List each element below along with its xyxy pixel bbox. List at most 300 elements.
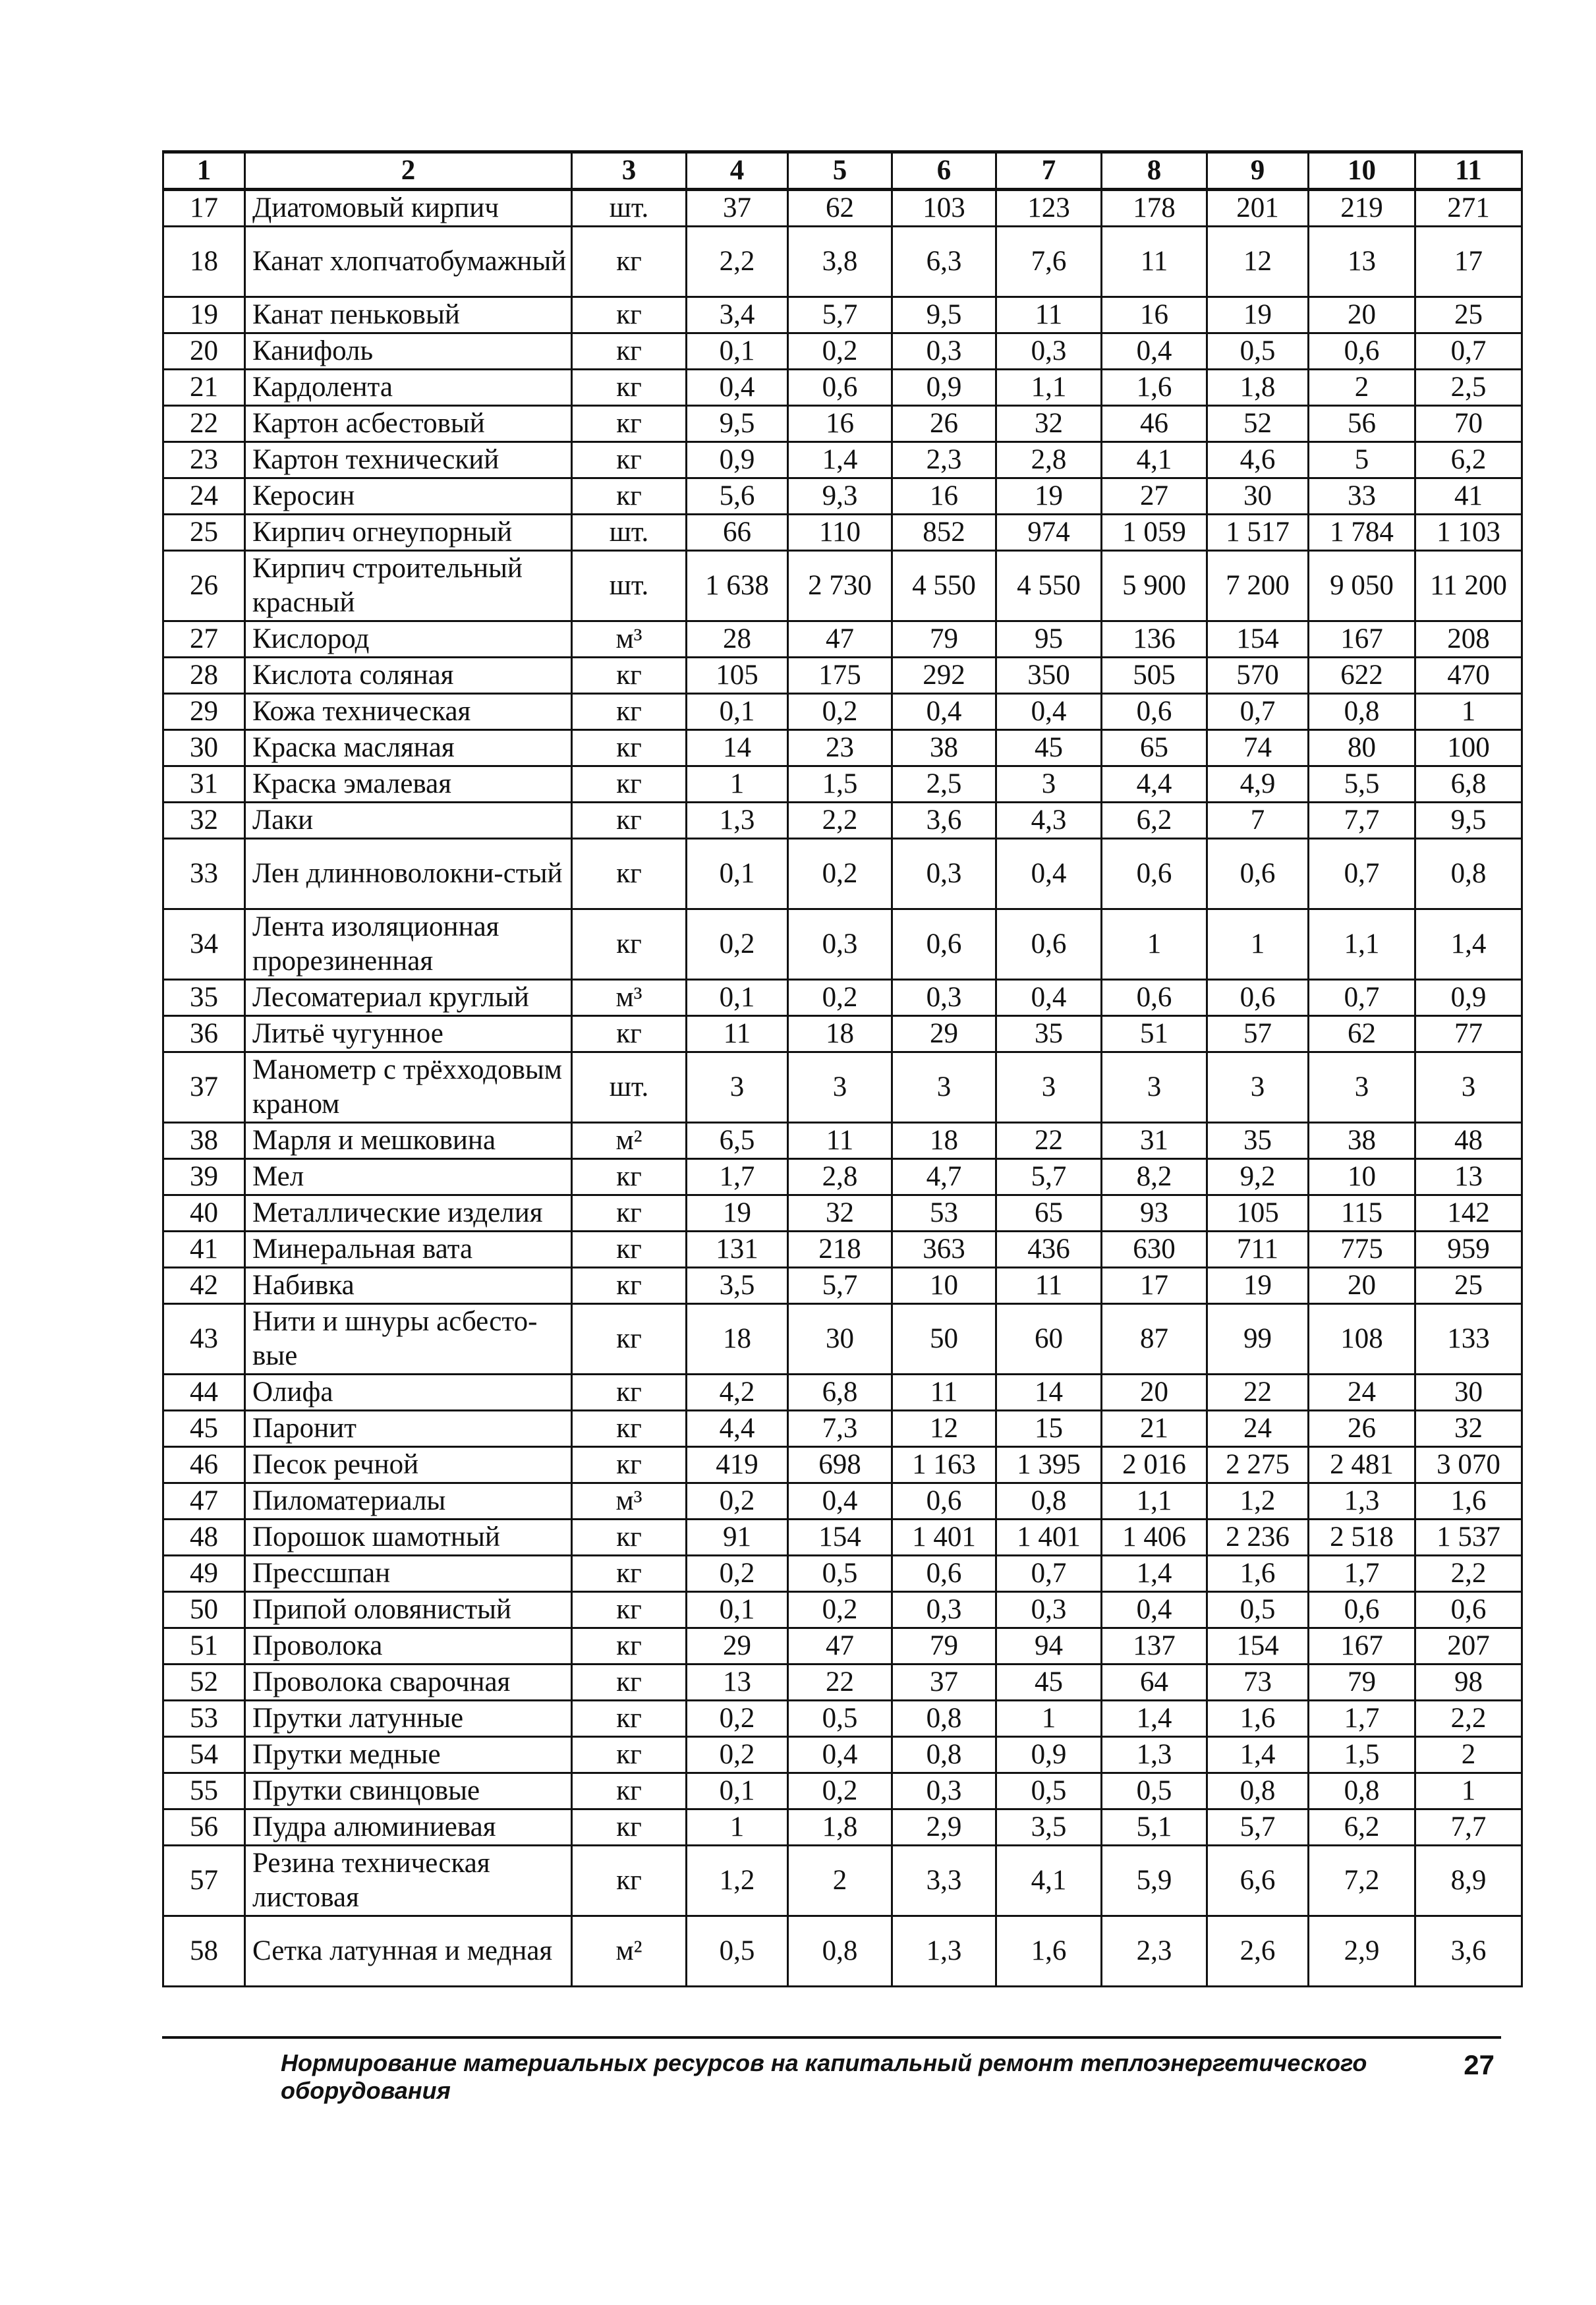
column-header: 4 <box>687 152 788 190</box>
value-cell: 622 <box>1309 658 1415 694</box>
value-cell: 1,1 <box>1102 1483 1207 1520</box>
row-number: 37 <box>163 1052 245 1123</box>
row-number: 43 <box>163 1304 245 1375</box>
value-cell: 9,5 <box>687 406 788 442</box>
value-cell: 0,2 <box>687 1556 788 1592</box>
value-cell: 974 <box>996 515 1102 551</box>
value-cell: 3 <box>1415 1052 1522 1123</box>
value-cell: 1,7 <box>1309 1556 1415 1592</box>
value-cell: 1 <box>1207 909 1309 980</box>
row-number: 55 <box>163 1773 245 1809</box>
table-row <box>163 1447 1522 1483</box>
table-row <box>163 980 1522 1016</box>
row-number: 32 <box>163 803 245 839</box>
value-cell: 1 517 <box>1207 515 1309 551</box>
value-cell: 0,7 <box>1415 333 1522 370</box>
value-cell: 0,6 <box>788 370 892 406</box>
column-header: 7 <box>996 152 1102 190</box>
value-cell: 133 <box>1415 1304 1522 1375</box>
value-cell: 73 <box>1207 1665 1309 1701</box>
value-cell: 0,8 <box>1415 839 1522 909</box>
value-cell: 28 <box>687 621 788 658</box>
material-name: Лен длинноволокни-стый <box>245 839 572 909</box>
value-cell: 12 <box>892 1411 996 1447</box>
value-cell: 0,8 <box>1207 1773 1309 1809</box>
unit-cell: кг <box>572 227 687 297</box>
value-cell: 15 <box>996 1411 1102 1447</box>
unit-cell: кг <box>572 1737 687 1773</box>
value-cell: 0,4 <box>687 370 788 406</box>
value-cell: 3 <box>892 1052 996 1123</box>
value-cell: 16 <box>892 478 996 515</box>
material-name: Набивка <box>245 1268 572 1304</box>
unit-cell: кг <box>572 442 687 478</box>
value-cell: 2,2 <box>1415 1701 1522 1737</box>
value-cell: 11 200 <box>1415 551 1522 621</box>
unit-cell: кг <box>572 1447 687 1483</box>
value-cell: 11 <box>788 1123 892 1159</box>
value-cell: 0,3 <box>892 839 996 909</box>
value-cell: 1,5 <box>1309 1737 1415 1773</box>
row-number: 24 <box>163 478 245 515</box>
value-cell: 4,1 <box>1102 442 1207 478</box>
value-cell: 18 <box>687 1304 788 1375</box>
row-number: 46 <box>163 1447 245 1483</box>
value-cell: 16 <box>788 406 892 442</box>
value-cell: 3 <box>687 1052 788 1123</box>
value-cell: 154 <box>1207 621 1309 658</box>
table-row <box>163 1195 1522 1232</box>
value-cell: 0,5 <box>996 1773 1102 1809</box>
value-cell: 218 <box>788 1232 892 1268</box>
value-cell: 65 <box>1102 730 1207 766</box>
material-name: Прутки медные <box>245 1737 572 1773</box>
value-cell: 0,6 <box>1415 1592 1522 1628</box>
value-cell: 0,8 <box>1309 1773 1415 1809</box>
value-cell: 47 <box>788 621 892 658</box>
value-cell: 35 <box>996 1016 1102 1052</box>
material-name: Лента изоляционная прорезиненная <box>245 909 572 980</box>
value-cell: 26 <box>892 406 996 442</box>
value-cell: 0,2 <box>788 1773 892 1809</box>
material-name: Керосин <box>245 478 572 515</box>
material-name: Литьё чугунное <box>245 1016 572 1052</box>
value-cell: 3,8 <box>788 227 892 297</box>
table-row <box>163 1665 1522 1701</box>
value-cell: 26 <box>1309 1411 1415 1447</box>
value-cell: 0,2 <box>788 839 892 909</box>
value-cell: 0,3 <box>892 1773 996 1809</box>
value-cell: 0,6 <box>1207 980 1309 1016</box>
table-row <box>163 730 1522 766</box>
value-cell: 0,5 <box>1207 1592 1309 1628</box>
value-cell: 0,9 <box>687 442 788 478</box>
value-cell: 154 <box>788 1520 892 1556</box>
value-cell: 53 <box>892 1195 996 1232</box>
row-number: 51 <box>163 1628 245 1665</box>
value-cell: 10 <box>1309 1159 1415 1195</box>
row-number: 47 <box>163 1483 245 1520</box>
value-cell: 22 <box>1207 1375 1309 1411</box>
value-cell: 6,2 <box>1415 442 1522 478</box>
material-name: Кислота соляная <box>245 658 572 694</box>
material-name: Прессшпан <box>245 1556 572 1592</box>
row-number: 38 <box>163 1123 245 1159</box>
value-cell: 5,7 <box>788 297 892 333</box>
value-cell: 29 <box>892 1016 996 1052</box>
value-cell: 110 <box>788 515 892 551</box>
value-cell: 852 <box>892 515 996 551</box>
value-cell: 32 <box>1415 1411 1522 1447</box>
value-cell: 20 <box>1309 297 1415 333</box>
row-number: 50 <box>163 1592 245 1628</box>
material-name: Проволока сварочная <box>245 1665 572 1701</box>
table-row <box>163 442 1522 478</box>
value-cell: 14 <box>996 1375 1102 1411</box>
material-name: Нити и шнуры асбесто-вые <box>245 1304 572 1375</box>
row-number: 53 <box>163 1701 245 1737</box>
value-cell: 5,7 <box>996 1159 1102 1195</box>
value-cell: 178 <box>1102 190 1207 227</box>
value-cell: 8,2 <box>1102 1159 1207 1195</box>
value-cell: 711 <box>1207 1232 1309 1268</box>
value-cell: 105 <box>1207 1195 1309 1232</box>
unit-cell: кг <box>572 1304 687 1375</box>
material-name: Лесоматериал круглый <box>245 980 572 1016</box>
value-cell: 0,1 <box>687 694 788 730</box>
table-row <box>163 621 1522 658</box>
table-row <box>163 1809 1522 1846</box>
value-cell: 6,2 <box>1102 803 1207 839</box>
value-cell: 3 <box>996 766 1102 803</box>
value-cell: 115 <box>1309 1195 1415 1232</box>
value-cell: 6,3 <box>892 227 996 297</box>
value-cell: 630 <box>1102 1232 1207 1268</box>
value-cell: 22 <box>996 1123 1102 1159</box>
material-name: Пиломатериалы <box>245 1483 572 1520</box>
material-name: Диатомовый кирпич <box>245 190 572 227</box>
table-row <box>163 227 1522 297</box>
value-cell: 1,2 <box>1207 1483 1309 1520</box>
unit-cell: шт. <box>572 515 687 551</box>
value-cell: 37 <box>892 1665 996 1701</box>
value-cell: 79 <box>892 1628 996 1665</box>
value-cell: 9,2 <box>1207 1159 1309 1195</box>
value-cell: 31 <box>1102 1123 1207 1159</box>
unit-cell: кг <box>572 658 687 694</box>
material-name: Металлические изделия <box>245 1195 572 1232</box>
row-number: 40 <box>163 1195 245 1232</box>
footer-title: Нормирование материальных ресурсов на капитальный ремонт теплоэнергетического оборудования <box>281 2049 1367 2104</box>
value-cell: 5,1 <box>1102 1809 1207 1846</box>
value-cell: 6,5 <box>687 1123 788 1159</box>
row-number: 58 <box>163 1916 245 1987</box>
value-cell: 7,3 <box>788 1411 892 1447</box>
row-number: 49 <box>163 1556 245 1592</box>
row-number: 29 <box>163 694 245 730</box>
table-row <box>163 1016 1522 1052</box>
table-row <box>163 658 1522 694</box>
value-cell: 91 <box>687 1520 788 1556</box>
column-header: 1 <box>163 152 245 190</box>
value-cell: 0,1 <box>687 1773 788 1809</box>
value-cell: 2,8 <box>996 442 1102 478</box>
value-cell: 77 <box>1415 1016 1522 1052</box>
value-cell: 1 103 <box>1415 515 1522 551</box>
value-cell: 7,2 <box>1309 1846 1415 1916</box>
value-cell: 4,2 <box>687 1375 788 1411</box>
value-cell: 5,7 <box>788 1268 892 1304</box>
table-row <box>163 1123 1522 1159</box>
value-cell: 94 <box>996 1628 1102 1665</box>
column-header: 11 <box>1415 152 1522 190</box>
table-row <box>163 694 1522 730</box>
column-header: 9 <box>1207 152 1309 190</box>
value-cell: 201 <box>1207 190 1309 227</box>
value-cell: 11 <box>996 297 1102 333</box>
value-cell: 136 <box>1102 621 1207 658</box>
value-cell: 7 <box>1207 803 1309 839</box>
unit-cell: кг <box>572 1159 687 1195</box>
value-cell: 1,6 <box>1415 1483 1522 1520</box>
value-cell: 50 <box>892 1304 996 1375</box>
column-header: 3 <box>572 152 687 190</box>
material-name: Кирпич строительный красный <box>245 551 572 621</box>
value-cell: 2 <box>1309 370 1415 406</box>
value-cell: 32 <box>996 406 1102 442</box>
unit-cell: кг <box>572 1701 687 1737</box>
value-cell: 5,9 <box>1102 1846 1207 1916</box>
material-name: Краска масляная <box>245 730 572 766</box>
value-cell: 80 <box>1309 730 1415 766</box>
table-row <box>163 1483 1522 1520</box>
value-cell: 25 <box>1415 1268 1522 1304</box>
unit-cell: м³ <box>572 621 687 658</box>
value-cell: 3 <box>996 1052 1102 1123</box>
material-name: Пудра алюминиевая <box>245 1809 572 1846</box>
value-cell: 0,3 <box>996 1592 1102 1628</box>
value-cell: 2,3 <box>1102 1916 1207 1987</box>
value-cell: 79 <box>892 621 996 658</box>
table-row <box>163 1304 1522 1375</box>
value-cell: 11 <box>687 1016 788 1052</box>
material-name: Минеральная вата <box>245 1232 572 1268</box>
material-name: Краска эмалевая <box>245 766 572 803</box>
value-cell: 2 <box>1415 1737 1522 1773</box>
value-cell: 0,6 <box>996 909 1102 980</box>
row-number: 26 <box>163 551 245 621</box>
row-number: 21 <box>163 370 245 406</box>
unit-cell: кг <box>572 478 687 515</box>
value-cell: 154 <box>1207 1628 1309 1665</box>
value-cell: 0,8 <box>1309 694 1415 730</box>
value-cell: 6,8 <box>788 1375 892 1411</box>
unit-cell: кг <box>572 909 687 980</box>
value-cell: 0,4 <box>788 1737 892 1773</box>
row-number: 34 <box>163 909 245 980</box>
row-number: 31 <box>163 766 245 803</box>
row-number: 54 <box>163 1737 245 1773</box>
material-name: Сетка латунная и медная <box>245 1916 572 1987</box>
table-row <box>163 766 1522 803</box>
value-cell: 46 <box>1102 406 1207 442</box>
value-cell: 959 <box>1415 1232 1522 1268</box>
value-cell: 0,6 <box>1102 839 1207 909</box>
materials-table <box>162 150 1523 1987</box>
value-cell: 0,7 <box>1309 980 1415 1016</box>
value-cell: 19 <box>1207 297 1309 333</box>
value-cell: 27 <box>1102 478 1207 515</box>
value-cell: 65 <box>996 1195 1102 1232</box>
value-cell: 219 <box>1309 190 1415 227</box>
value-cell: 3,3 <box>892 1846 996 1916</box>
value-cell: 0,3 <box>892 1592 996 1628</box>
value-cell: 18 <box>892 1123 996 1159</box>
value-cell: 0,4 <box>996 694 1102 730</box>
value-cell: 11 <box>996 1268 1102 1304</box>
value-cell: 74 <box>1207 730 1309 766</box>
unit-cell: кг <box>572 694 687 730</box>
value-cell: 0,4 <box>1102 333 1207 370</box>
unit-cell: шт. <box>572 551 687 621</box>
column-header: 2 <box>245 152 572 190</box>
unit-cell: кг <box>572 370 687 406</box>
value-cell: 1 <box>996 1701 1102 1737</box>
value-cell: 0,5 <box>788 1701 892 1737</box>
value-cell: 2 275 <box>1207 1447 1309 1483</box>
value-cell: 3,5 <box>687 1268 788 1304</box>
value-cell: 0,4 <box>892 694 996 730</box>
value-cell: 208 <box>1415 621 1522 658</box>
value-cell: 207 <box>1415 1628 1522 1665</box>
table-row <box>163 551 1522 621</box>
value-cell: 18 <box>788 1016 892 1052</box>
table-row <box>163 803 1522 839</box>
value-cell: 1,8 <box>788 1809 892 1846</box>
value-cell: 2,2 <box>1415 1556 1522 1592</box>
value-cell: 57 <box>1207 1016 1309 1052</box>
material-name: Прутки свинцовые <box>245 1773 572 1809</box>
row-number: 30 <box>163 730 245 766</box>
row-number: 19 <box>163 297 245 333</box>
value-cell: 19 <box>1207 1268 1309 1304</box>
value-cell: 0,4 <box>996 980 1102 1016</box>
value-cell: 2,8 <box>788 1159 892 1195</box>
value-cell: 0,2 <box>788 333 892 370</box>
value-cell: 3 070 <box>1415 1447 1522 1483</box>
value-cell: 0,6 <box>1102 694 1207 730</box>
value-cell: 0,8 <box>996 1483 1102 1520</box>
unit-cell: кг <box>572 1375 687 1411</box>
value-cell: 0,6 <box>892 1556 996 1592</box>
page-footer <box>162 2049 1501 2104</box>
table-row <box>163 333 1522 370</box>
unit-cell: м² <box>572 1123 687 1159</box>
material-name: Марля и мешковина <box>245 1123 572 1159</box>
value-cell: 103 <box>892 190 996 227</box>
value-cell: 17 <box>1102 1268 1207 1304</box>
value-cell: 1 059 <box>1102 515 1207 551</box>
value-cell: 1 <box>1102 909 1207 980</box>
value-cell: 38 <box>1309 1123 1415 1159</box>
unit-cell: м³ <box>572 1483 687 1520</box>
value-cell: 13 <box>687 1665 788 1701</box>
value-cell: 1,5 <box>788 766 892 803</box>
value-cell: 1 163 <box>892 1447 996 1483</box>
value-cell: 29 <box>687 1628 788 1665</box>
value-cell: 52 <box>1207 406 1309 442</box>
unit-cell: кг <box>572 1846 687 1916</box>
value-cell: 3 <box>1309 1052 1415 1123</box>
value-cell: 9,5 <box>892 297 996 333</box>
value-cell: 62 <box>1309 1016 1415 1052</box>
material-name: Картон технический <box>245 442 572 478</box>
value-cell: 0,4 <box>1102 1592 1207 1628</box>
value-cell: 0,2 <box>788 1592 892 1628</box>
unit-cell: м³ <box>572 980 687 1016</box>
value-cell: 11 <box>892 1375 996 1411</box>
value-cell: 1,4 <box>1207 1737 1309 1773</box>
value-cell: 292 <box>892 658 996 694</box>
value-cell: 9,5 <box>1415 803 1522 839</box>
row-number: 18 <box>163 227 245 297</box>
value-cell: 32 <box>788 1195 892 1232</box>
column-header: 10 <box>1309 152 1415 190</box>
value-cell: 98 <box>1415 1665 1522 1701</box>
value-cell: 0,3 <box>892 980 996 1016</box>
material-name: Паронит <box>245 1411 572 1447</box>
value-cell: 436 <box>996 1232 1102 1268</box>
value-cell: 21 <box>1102 1411 1207 1447</box>
value-cell: 3 <box>1207 1052 1309 1123</box>
row-number: 23 <box>163 442 245 478</box>
material-name: Олифа <box>245 1375 572 1411</box>
value-cell: 137 <box>1102 1628 1207 1665</box>
material-name: Порошок шамотный <box>245 1520 572 1556</box>
value-cell: 1,3 <box>687 803 788 839</box>
value-cell: 4 550 <box>996 551 1102 621</box>
value-cell: 7,7 <box>1415 1809 1522 1846</box>
value-cell: 0,7 <box>996 1556 1102 1592</box>
value-cell: 6,6 <box>1207 1846 1309 1916</box>
unit-cell: кг <box>572 1773 687 1809</box>
value-cell: 14 <box>687 730 788 766</box>
value-cell: 79 <box>1309 1665 1415 1701</box>
value-cell: 10 <box>892 1268 996 1304</box>
unit-cell: кг <box>572 1809 687 1846</box>
value-cell: 0,6 <box>1309 333 1415 370</box>
unit-cell: кг <box>572 1268 687 1304</box>
unit-cell: кг <box>572 1195 687 1232</box>
value-cell: 20 <box>1102 1375 1207 1411</box>
row-number: 52 <box>163 1665 245 1701</box>
value-cell: 4,4 <box>687 1411 788 1447</box>
table-row <box>163 370 1522 406</box>
value-cell: 19 <box>687 1195 788 1232</box>
table-row <box>163 1232 1522 1268</box>
value-cell: 1,3 <box>1102 1737 1207 1773</box>
value-cell: 2,9 <box>1309 1916 1415 1987</box>
table-body <box>163 190 1522 1987</box>
row-number: 42 <box>163 1268 245 1304</box>
material-name: Лаки <box>245 803 572 839</box>
value-cell: 0,3 <box>892 333 996 370</box>
value-cell: 1 784 <box>1309 515 1415 551</box>
value-cell: 64 <box>1102 1665 1207 1701</box>
table-row <box>163 297 1522 333</box>
value-cell: 4,9 <box>1207 766 1309 803</box>
unit-cell: кг <box>572 766 687 803</box>
